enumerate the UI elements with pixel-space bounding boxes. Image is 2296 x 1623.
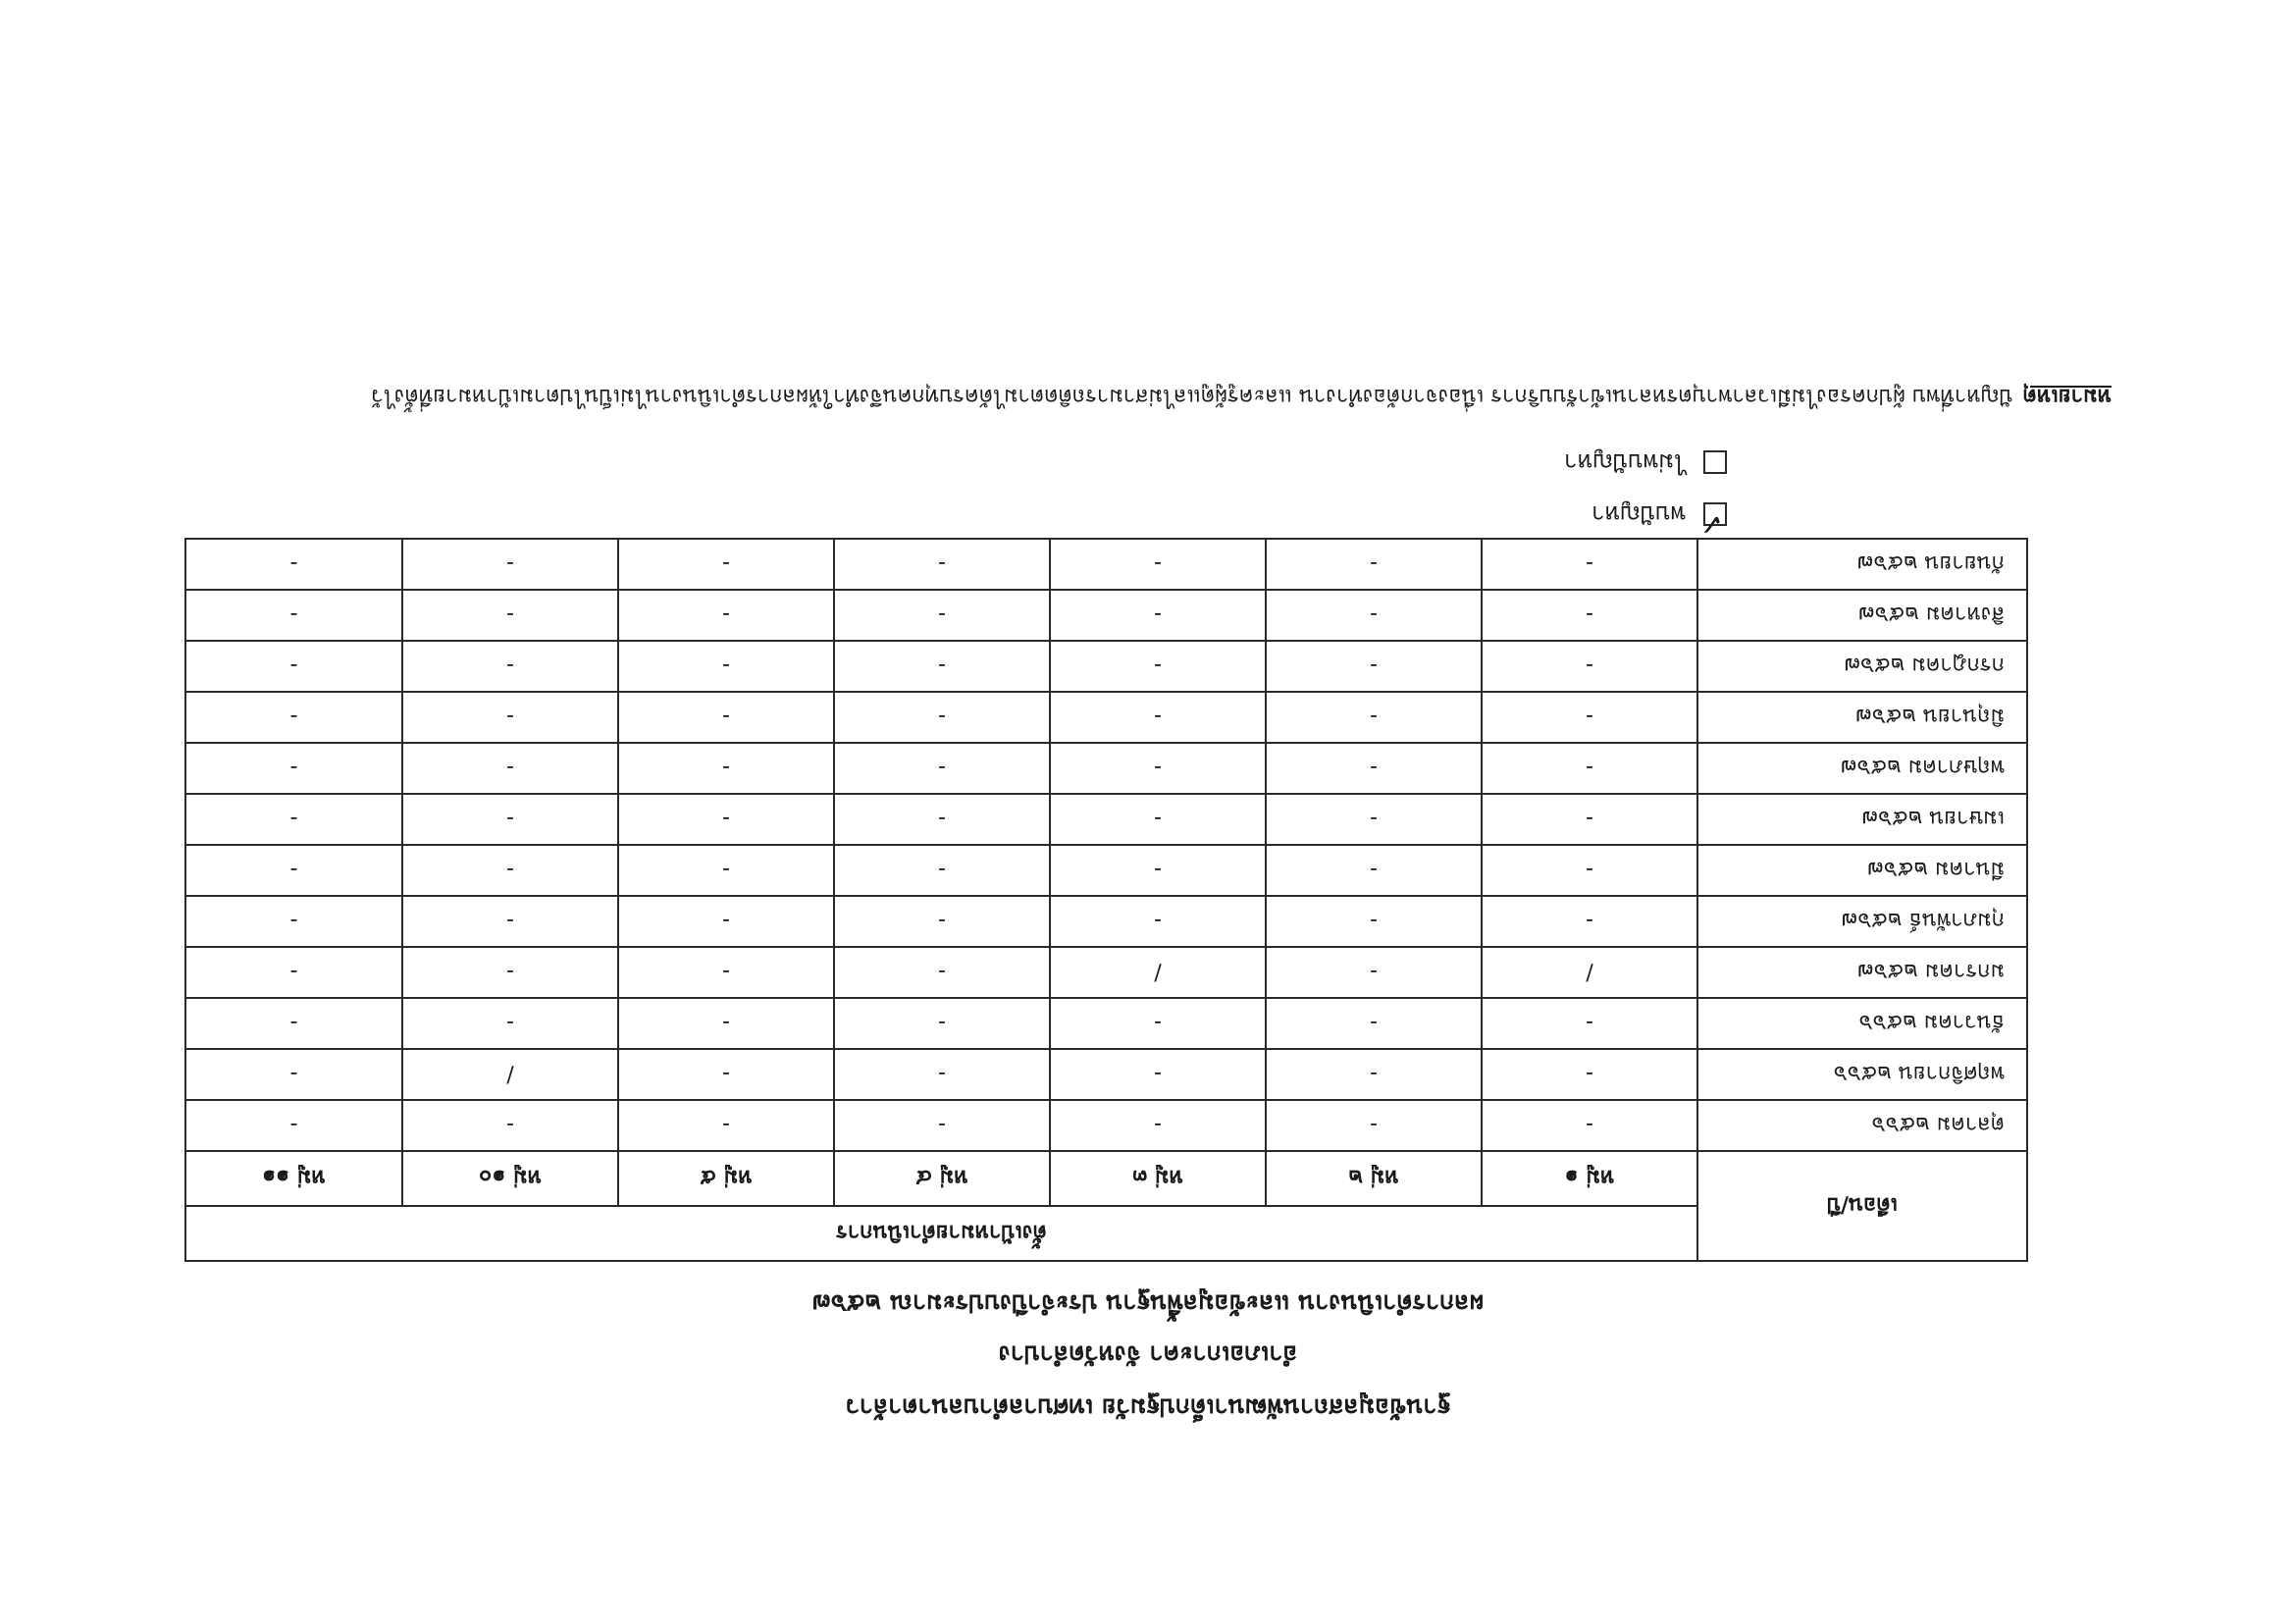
month-cell: พฤษภาคม ๒๕๖๗ bbox=[1697, 743, 2027, 794]
table-row bbox=[185, 692, 2027, 743]
status-cell: - bbox=[185, 590, 402, 641]
table-row bbox=[185, 1100, 2027, 1151]
status-cell: - bbox=[1482, 1049, 1697, 1100]
status-cell: - bbox=[618, 998, 834, 1049]
status-cell: - bbox=[1050, 590, 1266, 641]
status-cell: - bbox=[1266, 590, 1482, 641]
village-header: หมู่ ๑๐ bbox=[402, 1151, 618, 1206]
status-cell: - bbox=[1266, 998, 1482, 1049]
status-cell: - bbox=[402, 743, 618, 794]
status-cell: - bbox=[618, 794, 834, 845]
status-cell: - bbox=[185, 794, 402, 845]
status-cell: - bbox=[618, 590, 834, 641]
check-mark-icon: ✓ bbox=[1698, 506, 1724, 542]
status-cell: - bbox=[1050, 998, 1266, 1049]
month-cell: กุมภาพันธ์ ๒๕๖๗ bbox=[1697, 896, 2027, 947]
status-cell: - bbox=[618, 1049, 834, 1100]
status-cell: - bbox=[185, 692, 402, 743]
status-cell: - bbox=[834, 590, 1050, 641]
status-cell: - bbox=[1050, 1100, 1266, 1151]
status-cell: - bbox=[402, 641, 618, 692]
status-cell: - bbox=[834, 692, 1050, 743]
table-row bbox=[185, 845, 2027, 896]
status-cell: - bbox=[402, 1100, 618, 1151]
status-cell: - bbox=[834, 794, 1050, 845]
month-cell: พฤศจิกายน ๒๕๖๖ bbox=[1697, 1049, 2027, 1100]
status-cell: - bbox=[834, 845, 1050, 896]
status-cell: - bbox=[1482, 641, 1697, 692]
status-cell: - bbox=[618, 692, 834, 743]
document-title: ฐานข้อมูลสถานพัฒนาเด็กปฐมวัย เทศบาลตำบลนาตาล้าว bbox=[845, 1393, 1451, 1422]
status-cell: - bbox=[834, 947, 1050, 998]
village-header: หมู่ ๓ bbox=[1050, 1151, 1266, 1206]
status-cell: - bbox=[618, 743, 834, 794]
status-cell: - bbox=[402, 845, 618, 896]
status-cell: - bbox=[402, 590, 618, 641]
remark-label: หมายเหตุ bbox=[2022, 384, 2112, 408]
table-row bbox=[185, 539, 2027, 590]
month-column-header: เดือน/ปี bbox=[1697, 1151, 2027, 1261]
status-cell: - bbox=[618, 896, 834, 947]
table-row bbox=[185, 590, 2027, 641]
status-cell: - bbox=[1266, 896, 1482, 947]
status-cell: - bbox=[1050, 1049, 1266, 1100]
status-cell: - bbox=[1266, 947, 1482, 998]
status-cell: - bbox=[1266, 1049, 1482, 1100]
status-cell: - bbox=[1482, 1100, 1697, 1151]
month-cell: เมษายน ๒๕๖๗ bbox=[1697, 794, 2027, 845]
status-cell: / bbox=[402, 1049, 618, 1100]
table-header-row bbox=[185, 1206, 2027, 1261]
remark-text: ปัญหาที่พบ ผู้ปกครองไม่มีเวลาพาบุตรหลานเข้ารับบริการ เนื่องจากต้องทำงาน และครูผู้ดูแลไม่สามารถติดตามได้ครบทุกคนจึงทำให้ผลการดำเนินงานไม่เป็นไปตามเป้าหมายที่ตั้งไว้ bbox=[371, 384, 2013, 408]
status-cell: - bbox=[618, 845, 834, 896]
table-row bbox=[185, 641, 2027, 692]
status-cell: - bbox=[834, 743, 1050, 794]
status-cell: - bbox=[1050, 539, 1266, 590]
status-cell: - bbox=[402, 998, 618, 1049]
status-cell: - bbox=[834, 641, 1050, 692]
document-subtitle-year: ผลการดำเนินงาน และข้อมูลพื้นฐาน ประจำปีงบประมาณ ๒๕๖๗ bbox=[811, 1289, 1485, 1318]
table-row bbox=[185, 896, 2027, 947]
status-cell: - bbox=[1482, 539, 1697, 590]
village-header: หมู่ ๑ bbox=[1482, 1151, 1697, 1206]
status-cell: - bbox=[185, 896, 402, 947]
status-cell: - bbox=[402, 896, 618, 947]
month-cell: ธันวาคม ๒๕๖๖ bbox=[1697, 998, 2027, 1049]
status-cell: - bbox=[1050, 743, 1266, 794]
status-cell: - bbox=[1266, 641, 1482, 692]
status-cell: - bbox=[1050, 692, 1266, 743]
status-cell: - bbox=[1050, 896, 1266, 947]
status-cell: / bbox=[1050, 947, 1266, 998]
status-cell: - bbox=[1482, 692, 1697, 743]
status-cell: - bbox=[1482, 794, 1697, 845]
table-row bbox=[185, 998, 2027, 1049]
status-cell: - bbox=[1050, 845, 1266, 896]
month-cell: มิถุนายน ๒๕๖๗ bbox=[1697, 692, 2027, 743]
status-cell: - bbox=[1482, 998, 1697, 1049]
status-cell: - bbox=[1266, 539, 1482, 590]
table-row bbox=[185, 794, 2027, 845]
status-cell: - bbox=[1050, 641, 1266, 692]
document-subtitle-location: อำเภอเกาะคา จังหวัดลำปาง bbox=[998, 1340, 1298, 1369]
status-cell: - bbox=[185, 1100, 402, 1151]
status-cell: - bbox=[1266, 743, 1482, 794]
village-header: หมู่ ๔ bbox=[834, 1151, 1050, 1206]
status-cell: - bbox=[402, 947, 618, 998]
status-cell: - bbox=[402, 794, 618, 845]
status-cell: - bbox=[1482, 845, 1697, 896]
month-cell: สิงหาคม ๒๕๖๗ bbox=[1697, 590, 2027, 641]
status-cell: - bbox=[834, 1049, 1050, 1100]
status-cell: - bbox=[1050, 794, 1266, 845]
status-cell: - bbox=[185, 947, 402, 998]
month-cell: กรกฎาคม ๒๕๖๗ bbox=[1697, 641, 2027, 692]
option-found-label: พบปัญหา bbox=[1591, 500, 1686, 528]
village-header: หมู่ ๕ bbox=[618, 1151, 834, 1206]
status-cell: - bbox=[618, 947, 834, 998]
option-found bbox=[1591, 496, 1727, 542]
status-cell: - bbox=[834, 539, 1050, 590]
table-row bbox=[185, 1049, 2027, 1100]
status-cell: - bbox=[1482, 743, 1697, 794]
status-cell: - bbox=[185, 1049, 402, 1100]
status-cell: - bbox=[834, 1100, 1050, 1151]
status-cell: - bbox=[185, 743, 402, 794]
checkbox-unchecked[interactable] bbox=[1703, 451, 1727, 475]
status-cell: - bbox=[185, 998, 402, 1049]
option-not-found-label: ไม่พบปัญหา bbox=[1564, 448, 1686, 476]
status-cell: - bbox=[618, 641, 834, 692]
status-cell: / bbox=[1482, 947, 1697, 998]
status-cell: - bbox=[1266, 692, 1482, 743]
table-row bbox=[185, 947, 2027, 998]
remark bbox=[184, 380, 2112, 414]
status-cell: - bbox=[185, 845, 402, 896]
status-cell: - bbox=[1266, 794, 1482, 845]
status-cell: - bbox=[402, 692, 618, 743]
option-not-found bbox=[1564, 444, 1727, 482]
month-cell: กันยายน ๒๕๖๗ bbox=[1697, 539, 2027, 590]
status-cell: - bbox=[618, 539, 834, 590]
schedule-table bbox=[184, 538, 2028, 1262]
month-cell: ตุลาคม ๒๕๖๖ bbox=[1697, 1100, 2027, 1151]
village-header: หมู่ ๑๑ bbox=[185, 1151, 402, 1206]
checkbox-checked[interactable] bbox=[1698, 503, 1727, 542]
status-cell: - bbox=[1266, 845, 1482, 896]
month-cell: มีนาคม ๒๕๖๗ bbox=[1697, 845, 2027, 896]
status-cell: - bbox=[1482, 590, 1697, 641]
month-cell: มกราคม ๒๕๖๗ bbox=[1697, 947, 2027, 998]
status-cell: - bbox=[618, 1100, 834, 1151]
status-cell: - bbox=[185, 641, 402, 692]
status-cell: - bbox=[834, 998, 1050, 1049]
status-cell: - bbox=[834, 896, 1050, 947]
status-cell: - bbox=[185, 539, 402, 590]
table-row bbox=[185, 743, 2027, 794]
group-column-header: ตั้งเป้าหมายดำเนินการ bbox=[185, 1206, 1697, 1261]
village-header: หมู่ ๒ bbox=[1266, 1151, 1482, 1206]
status-cell: - bbox=[1482, 896, 1697, 947]
status-cell: - bbox=[402, 539, 618, 590]
status-cell: - bbox=[1266, 1100, 1482, 1151]
